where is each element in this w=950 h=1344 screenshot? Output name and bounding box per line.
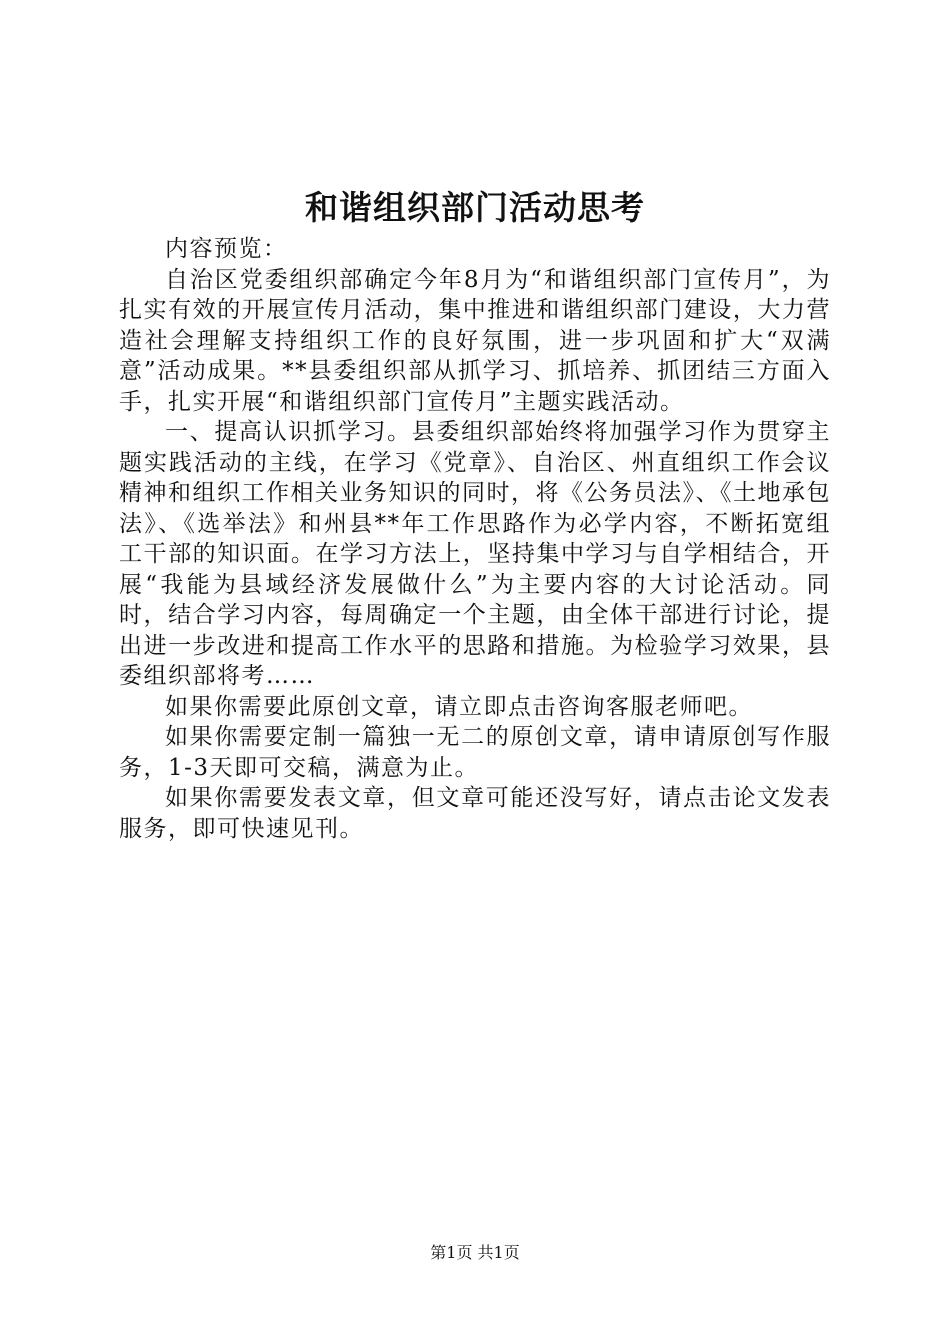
preview-label: 内容预览： <box>165 236 288 262</box>
document-body <box>119 234 831 844</box>
document-title: 和谐组织部门活动思考 <box>305 188 645 227</box>
consult-service-paragraph: 如果你需要此原创文章，请立即点击咨询客服老师吧。 <box>165 693 753 720</box>
custom-writing-paragraph: 如果你需要定制一篇独一无二的原创文章，请申请原创写作服务，1-3天即可交稿，满意为止。 <box>119 724 831 781</box>
publishing-service-paragraph: 如果你需要发表文章，但文章可能还没写好，请点击论文发表服务，即可快速见刊。 <box>119 785 831 842</box>
page-number-footer: 第1页 共1页 <box>430 1243 520 1262</box>
intro-paragraph: 自治区党委组织部确定今年8月为“和谐组织部门宣传月”，为扎实有效的开展宣传月活动，集中推进和谐组织部门建设，大力营造社会理解支持组织工作的良好氛围，进一步巩固和扩大“双满意”活动成果。**县委组织部从抓学习、抓培养、抓团结三方面入手，扎实开展“和谐组织部门宣传月”主题实践活动。 <box>119 266 831 415</box>
section-one-paragraph: 一、提高认识抓学习。县委组织部始终将加强学习作为贯穿主题实践活动的主线，在学习《党章》、自治区、州直组织工作会议精神和组织工作相关业务知识的同时，将《公务员法》、《土地承包法》、《选举法》和州县**年工作思路作为必学内容，不断拓宽组工干部的知识面。在学习方法上，坚持集中学习与自学相结合，开展“我能为县域经济发展做什么”为主要内容的大讨论活动。同时，结合学习内容，每周确定一个主题，由全体干部进行讨论，提出进一步改进和提高工作水平的思路和措施。为检验学习效果，县委组织部将考…… <box>119 419 831 689</box>
